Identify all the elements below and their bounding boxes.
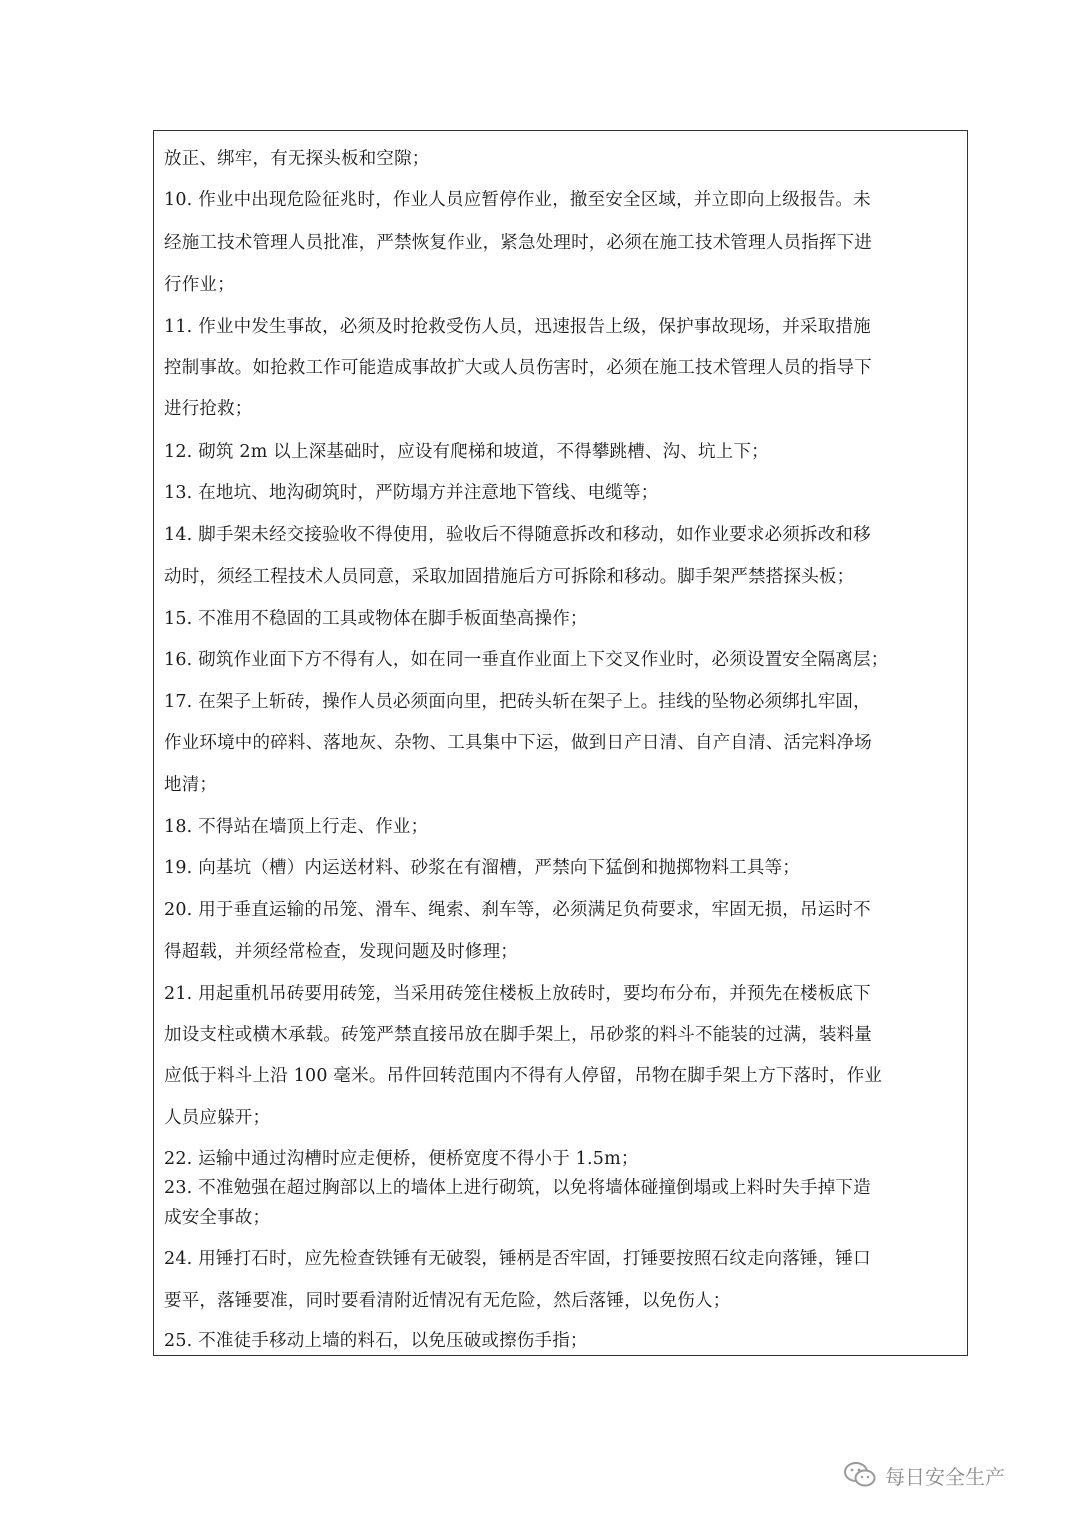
- text-line: 11. 作业中发生事故，必须及时抢救受伤人员，迅速报告上级，保护事故现场，并采取措施: [164, 317, 871, 337]
- text-line: 23. 不准勉强在超过胸部以上的墙体上进行砌筑，以免将墙体碰撞倒塌或上料时失手掉下造: [164, 1178, 871, 1198]
- text-line: 控制事故。如抢救工作可能造成事故扩大或人员伤害时，必须在施工技术管理人员的指导下: [164, 358, 872, 378]
- wechat-icon: [843, 1460, 877, 1490]
- watermark: [843, 1458, 1005, 1492]
- text-line: 24. 用锤打石时，应先检查铁锤有无破裂，锤柄是否牢固，打锤要按照石纹走向落锤，锤口: [164, 1249, 871, 1269]
- watermark-text: 每日安全生产: [885, 1464, 1005, 1489]
- text-line: 行作业；: [164, 275, 235, 295]
- text-line: 14. 脚手架未经交接验收不得使用，验收后不得随意拆改和移动，如作业要求必须拆改和移: [164, 525, 871, 545]
- text-line: 21. 用起重机吊砖要用砖笼，当采用砖笼住楼板上放砖时，要均布分布，并预先在楼板底下: [164, 984, 871, 1004]
- text-line: 19. 向基坑（槽）内运送材料、砂浆在有溜槽，严禁向下猛倒和抛掷物料工具等；: [164, 858, 800, 878]
- text-line: 动时，须经工程技术人员同意，采取加固措施后方可拆除和移动。脚手架严禁搭探头板；: [164, 567, 855, 587]
- text-line: 20. 用于垂直运输的吊笼、滑车、绳索、刹车等，必须满足负荷要求，牢固无损，吊运时不: [164, 900, 871, 920]
- text-line: 17. 在架子上斩砖，操作人员必须面向里，把砖头斩在架子上。挂线的坠物必须绑扎牢固，: [164, 692, 871, 712]
- text-line: 得超载，并须经常检查，发现问题及时修理；: [164, 942, 518, 962]
- text-line: 加设支柱或横木承载。砖笼严禁直接吊放在脚手架上，吊砂浆的料斗不能装的过满，装料量: [164, 1025, 872, 1045]
- text-line: 放正、绑牢，有无探头板和空隙；: [164, 149, 430, 169]
- text-line: 15. 不准用不稳固的工具或物体在脚手板面垫高操作；: [164, 609, 588, 629]
- text-line: 25. 不准徒手移动上墙的料石，以免压破或擦伤手指；: [164, 1331, 588, 1351]
- text-line: 作业环境中的碎料、落地灰、杂物、工具集中下运，做到日产日清、自产自清、活完料净场: [164, 733, 872, 753]
- text-line: 成安全事故；: [164, 1208, 271, 1228]
- text-line: 经施工技术管理人员批准，严禁恢复作业，紧急处理时，必须在施工技术管理人员指挥下进: [164, 233, 872, 253]
- text-line: 22. 运输中通过沟槽时应走便桥，便桥宽度不得小于 1.5m；: [164, 1149, 639, 1169]
- text-line: 16. 砌筑作业面下方不得有人，如在同一垂直作业面上下交叉作业时，必须设置安全隔离层；: [164, 650, 889, 670]
- text-line: 地清；: [164, 775, 218, 795]
- text-line: 人员应躲开；: [164, 1108, 271, 1128]
- text-line: 12. 砌筑 2m 以上深基础时，应设有爬梯和坡道，不得攀跳槽、沟、坑上下；: [164, 442, 769, 462]
- text-line: 要平，落锤要准，同时要看清附近情况有无危险，然后落锤，以免伤人；: [164, 1291, 731, 1311]
- text-line: 应低于料斗上沿 100 毫米。吊件回转范围内不得有人停留，吊物在脚手架上方下落时，作业: [164, 1066, 883, 1086]
- text-line: 13. 在地坑、地沟砌筑时，严防塌方并注意地下管线、电缆等；: [164, 483, 659, 503]
- text-line: 18. 不得站在墙顶上行走、作业；: [164, 817, 429, 837]
- document-content-box: [153, 130, 968, 1356]
- text-line: 进行抢救；: [164, 399, 253, 419]
- text-line: 10. 作业中出现危险征兆时，作业人员应暂停作业，撤至安全区域，并立即向上级报告。未: [164, 190, 871, 210]
